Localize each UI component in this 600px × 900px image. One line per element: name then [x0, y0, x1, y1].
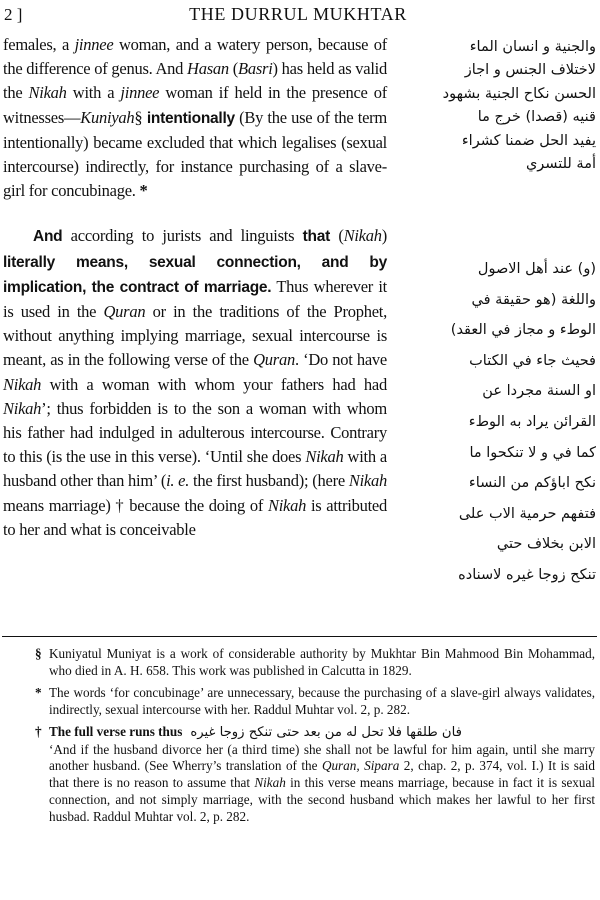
page-number: 2 ] [4, 5, 23, 24]
footnote-star: * The words ‘for concubinage’ are unnecessary, because the purchasing of a slave-girl always validates, indirectly, sexual intercourse with her. Raddul Muhtar vol. 2, p. 282. [35, 684, 595, 717]
arabic-line: كما في و لا تنكحوا ما [469, 444, 596, 461]
arabic-line: والجنية و انسان الماء [469, 39, 596, 55]
page-header [4, 2, 592, 30]
running-title: THE DURRUL MUKHTAR [189, 4, 407, 24]
english-column [3, 33, 387, 542]
arabic-line: او السنة مجردا عن [482, 383, 596, 400]
arabic-line: نكح اباؤكم من النساء [468, 475, 596, 492]
arabic-column-block-2 [396, 254, 596, 591]
paragraph-1: females, a jinnee woman, and a watery person, because of the difference of genus. And Hasan (Basri) has held as valid the Nikah with a jinnee woman if held in the presence of witnesses—Kuniyah§ intentionally (By the use of the term intentionally) became excluded that which legalises (sexual intercourse) indirectly, for instance purchasing of a slave-girl for concubinage. * [3, 35, 388, 201]
arabic-line: واللغة (هو حقيقة في [471, 291, 596, 308]
arabic-line: الحسن نكاح الجنية بشهود [442, 85, 596, 102]
arabic-line: أمة للتسري [525, 156, 596, 173]
arabic-verse: فان طلقها فلا تحل له من بعد حتى تنكح زوجا غيره [190, 724, 462, 740]
paragraph-2: And according to jurists and linguists that (Nikah) literally means, sexual connection, and by implication, the contract of marriage. Thus wherever it is used in the Quran or in the traditions of the Prophet, without anything implying marriage, sexual intercourse is meant, as in the following verse of the Quran. ‘Do not have Nikah with a woman with whom your fathers had had Nikah’; thus forbidden is to the son a woman with whom his father had indulged in adulterous intercourse. Contrary to this (is the use in this verse). ‘Until she does Nikah with a husband other than him’ (i. e. the first husband); (here Nikah means marriage) † because the doing of Nikah is attributed to her and what is conceivable [3, 226, 388, 539]
arabic-line: تنكح زوجا غيره لاسناده [458, 566, 596, 583]
arabic-line: القرائن يراد به الوطء [468, 413, 596, 430]
arabic-line: الوطء و مجاز في العقد) [450, 322, 596, 339]
footnote-ref-star: * [135, 181, 148, 201]
footnote-mark: † [35, 723, 42, 739]
arabic-line: (و) عند أهل الاصول [477, 261, 596, 277]
arabic-line: فحيث جاء في الكتاب [469, 352, 596, 369]
arabic-line: قنيه (قصدا) خرج ما [477, 109, 596, 126]
arabic-line: فتفهم حرمية الاب على [458, 505, 596, 522]
footnote-dagger: † The full verse runs thus فان طلقها فلا تحل له من بعد حتى تنكح زوجا غيره ‘And if the husband divorce her (a third time) she shall not be lawful for him again, until she marry another husband. (See Wherry’s translation of the Quran, Sipara 2, chap. 2, p. 374, vol. I.) It is said that there is no reason to assume that Nikah in this verse means marriage, because in fact it is sexual connection, and not simply marriage, with the second husband which makes her lawful to her first husbad. Raddul Muhtar vol. 2, p. 282. [35, 723, 596, 825]
arabic-line: الابن بخلاف حتي [496, 536, 596, 553]
footnote-mark: § [35, 646, 42, 661]
footnote-section: § Kuniyatul Muniyat is a work of considerable authority by Mukhtar Bin Mahmood Bin Mohammad, who died in A. H. 658. This work was published in Calcutta in 1829. [35, 646, 595, 678]
arabic-line: يفيد الحل ضمنا كشراء [461, 132, 596, 149]
footnote-mark: * [35, 684, 42, 700]
footnote-ref-section: § [134, 107, 143, 127]
footnotes [35, 646, 595, 831]
footnote-divider [2, 636, 597, 637]
arabic-line: لاختلاف الجنس و اجاز [464, 62, 596, 79]
arabic-column-block-1 [396, 36, 596, 176]
